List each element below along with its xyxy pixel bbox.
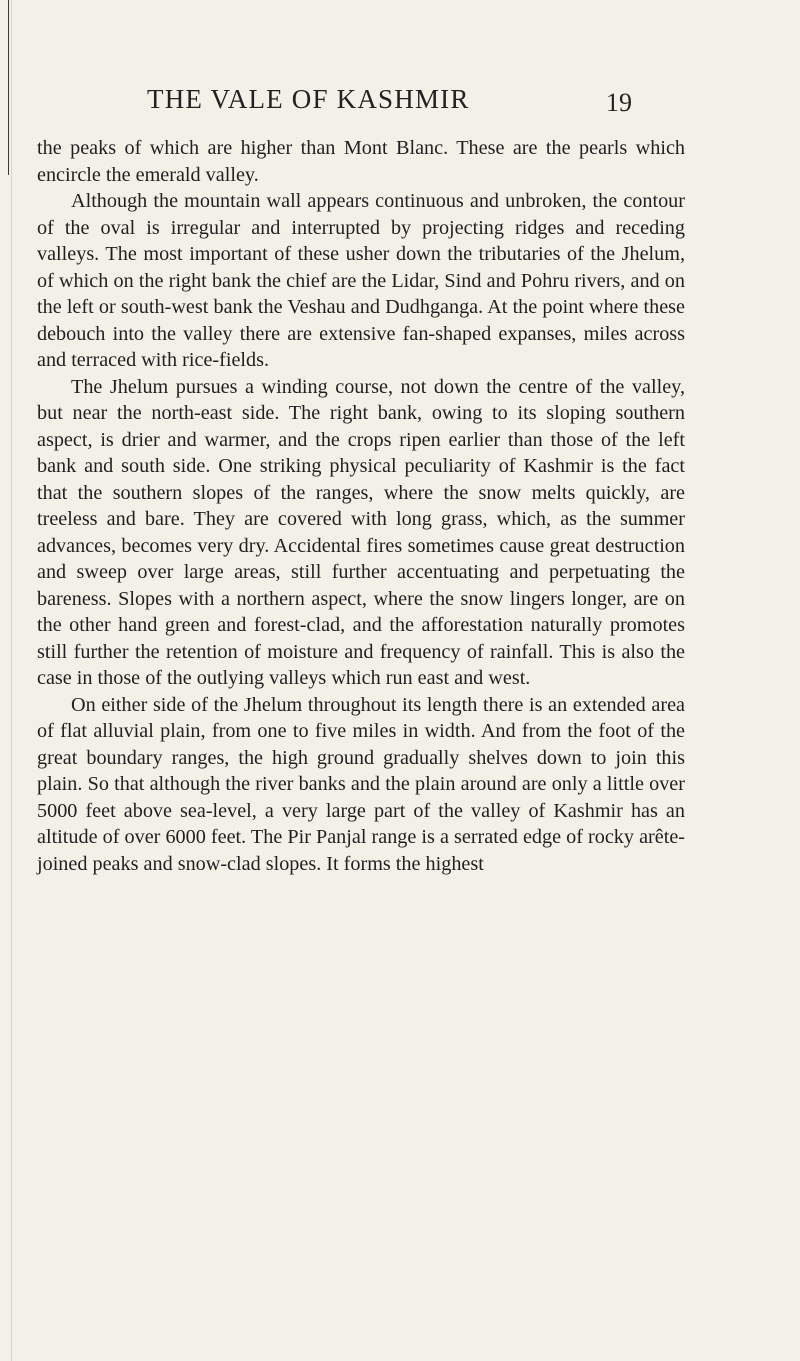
paragraph-1: the peaks of which are higher than Mont Blanc. These are the pearls which encircle the emerald valley. xyxy=(37,137,685,186)
page-number: 19 xyxy=(606,88,632,117)
running-title: THE VALE OF KASHMIR xyxy=(147,84,470,114)
paragraph-4: On either side of the Jhelum throughout its length there is an extended area of flat alluvial plain, from one to five miles in width. And from the foot of the great boundary ranges, the high ground gradually shelves down to join this plain. So that although the river banks and the plain around are only a little over 5000 feet above sea-level, a very large part of the valley of Kashmir has an altitude of over 6000 feet. The Pir Panjal range is a serrated edge of rocky arête-joined peaks and snow-clad slopes. It forms the highest xyxy=(37,693,685,875)
binding-shadow xyxy=(11,0,12,1361)
page-header xyxy=(0,84,800,124)
paragraph-2: Although the mountain wall appears continuous and unbroken, the contour of the oval is irregular and interrupted by projecting ridges and receding valleys. The most important of these usher down the tributaries of the Jhelum, of which on the right bank the chief are the Lidar, Sind and Pohru rivers, and on the left or south-west bank the Veshau and Dudhganga. At the point where these debouch into the valley there are extensive fan-shaped expanses, miles across and terraced with rice-fields. xyxy=(37,190,685,371)
body-text xyxy=(37,135,685,877)
paragraph-3: The Jhelum pursues a winding course, not down the centre of the valley, but near the north-east side. The right bank, owing to its sloping southern aspect, is drier and warmer, and the crops ripen earlier than those of the left bank and south side. One striking physical peculiarity of Kashmir is the fact that the southern slopes of the ranges, where the snow melts quickly, are treeless and bare. They are covered with long grass, which, as the summer advances, becomes very dry. Accidental fires sometimes cause great destruction and sweep over large areas, still further accentuating and perpetuating the bareness. Slopes with a northern aspect, where the snow lingers longer, are on the other hand green and forest-clad, and the afforestation naturally promotes still further the retention of moisture and frequency of rainfall. This is also the case in those of the outlying valleys which run east and west. xyxy=(37,375,685,689)
